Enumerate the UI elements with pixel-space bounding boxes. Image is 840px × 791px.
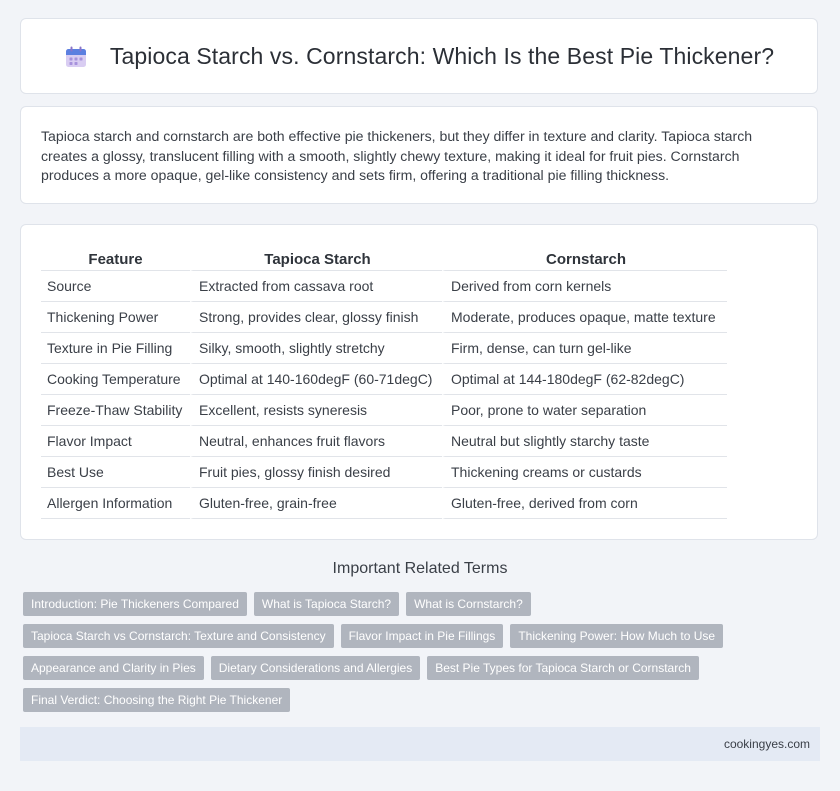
intro-card [20,106,818,204]
cell-cornstarch: Firm, dense, can turn gel-like [442,333,727,364]
cell-feature: Allergen Information [41,488,190,519]
cell-tapioca: Excellent, resists syneresis [190,395,442,426]
cell-cornstarch: Gluten-free, derived from corn [442,488,727,519]
table-row [41,302,727,333]
related-term-tag[interactable]: What is Tapioca Starch? [254,592,399,616]
cell-tapioca: Extracted from cassava root [190,271,442,302]
table-row [41,271,727,302]
cell-feature: Cooking Temperature [41,364,190,395]
cell-tapioca: Neutral, enhances fruit flavors [190,426,442,457]
related-term-tag[interactable]: Tapioca Starch vs Cornstarch: Texture and Consistency [23,624,334,648]
related-term-tag[interactable]: Flavor Impact in Pie Fillings [341,624,504,648]
cell-cornstarch: Moderate, produces opaque, matte texture [442,302,727,333]
related-term-tag[interactable]: Appearance and Clarity in Pies [23,656,204,680]
related-term-tag[interactable]: Final Verdict: Choosing the Right Pie Thickener [23,688,290,712]
table-row [41,395,727,426]
cell-cornstarch: Poor, prone to water separation [442,395,727,426]
header-cornstarch: Cornstarch [442,247,727,271]
cell-feature: Flavor Impact [41,426,190,457]
related-term-tag[interactable]: Thickening Power: How Much to Use [510,624,723,648]
table-row [41,457,727,488]
cell-tapioca: Fruit pies, glossy finish desired [190,457,442,488]
table-row [41,426,727,457]
cell-tapioca: Optimal at 140-160degF (60-71degC) [190,364,442,395]
table-row [41,488,727,519]
footer [20,727,820,761]
related-term-tag[interactable]: Introduction: Pie Thickeners Compared [23,592,247,616]
comparison-table [41,247,727,519]
page-title: Tapioca Starch vs. Cornstarch: Which Is the Best Pie Thickener? [109,42,775,69]
cell-cornstarch: Derived from corn kernels [442,271,727,302]
cell-feature: Best Use [41,457,190,488]
related-terms-list [23,592,823,712]
comparison-card [20,224,818,540]
table-row [41,333,727,364]
cell-cornstarch: Thickening creams or custards [442,457,727,488]
intro-text: Tapioca starch and cornstarch are both effective pie thickeners, but they differ in texture and clarity. Tapioca starch creates a glossy, translucent filling with a smooth, slightly chewy texture, making it ideal for fruit pies. Cornstarch produces a more opaque, gel-like consistency and sets firm, offering a traditional pie filling thickness. [41,128,753,184]
calendar-icon [64,45,88,69]
cell-feature: Thickening Power [41,302,190,333]
cell-cornstarch: Neutral but slightly starchy taste [442,426,727,457]
footer-site-link[interactable]: cookingyes.com [723,737,810,751]
cell-tapioca: Strong, provides clear, glossy finish [190,302,442,333]
related-term-tag[interactable]: Dietary Considerations and Allergies [211,656,420,680]
cell-cornstarch: Optimal at 144-180degF (62-82degC) [442,364,727,395]
title-card [20,18,818,94]
related-terms-title: Important Related Terms [332,560,508,577]
cell-feature: Texture in Pie Filling [41,333,190,364]
cell-feature: Freeze-Thaw Stability [41,395,190,426]
table-header-row [41,247,727,271]
table-row [41,364,727,395]
cell-tapioca: Silky, smooth, slightly stretchy [190,333,442,364]
cell-tapioca: Gluten-free, grain-free [190,488,442,519]
cell-feature: Source [41,271,190,302]
related-term-tag[interactable]: What is Cornstarch? [406,592,531,616]
header-tapioca: Tapioca Starch [190,247,442,271]
header-feature: Feature [41,247,190,271]
related-term-tag[interactable]: Best Pie Types for Tapioca Starch or Cornstarch [427,656,699,680]
